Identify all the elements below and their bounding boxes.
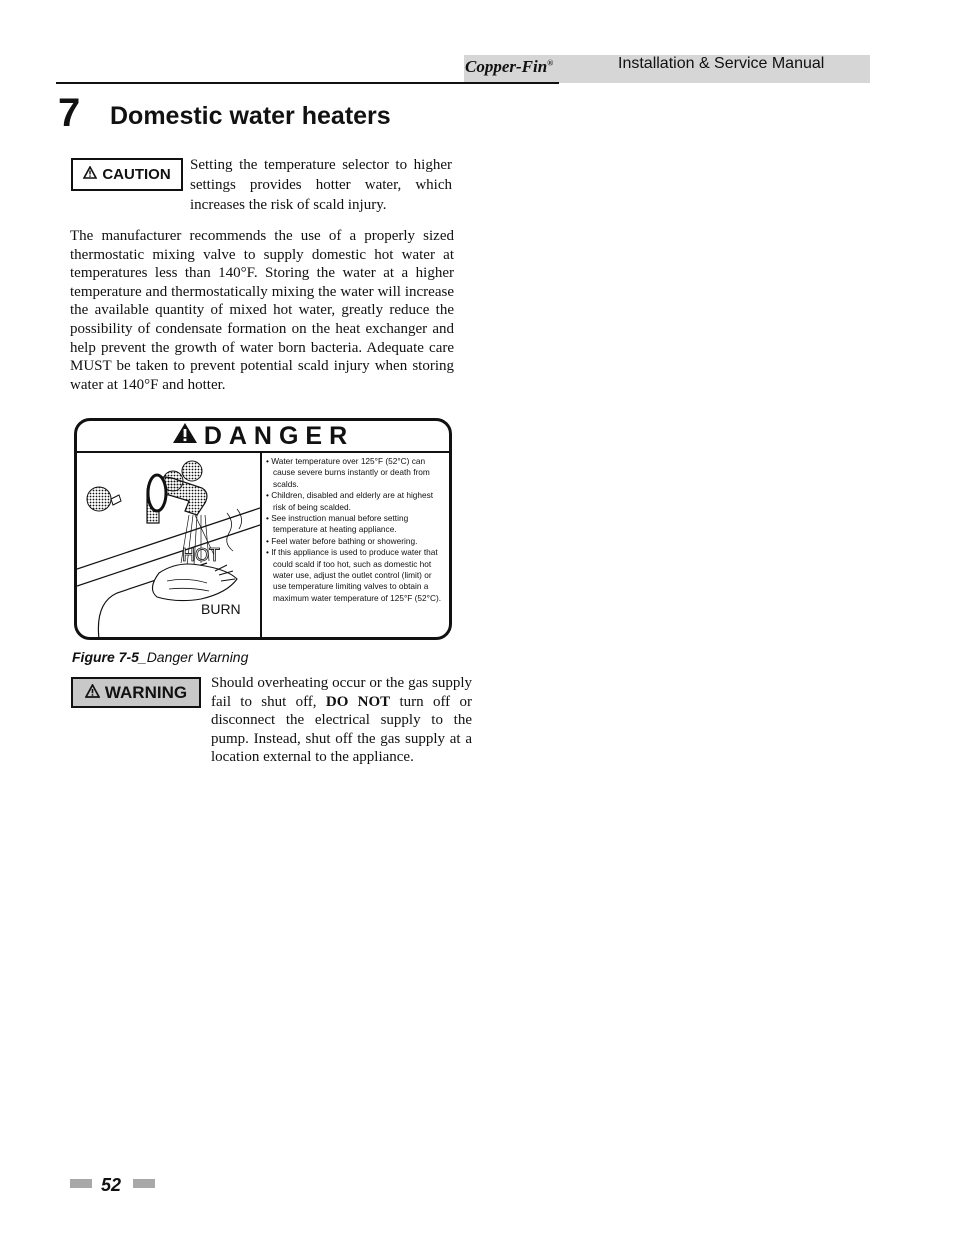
caution-label: CAUTION [102,166,171,183]
warning-triangle-icon [83,166,97,183]
danger-label [74,418,452,640]
danger-item: • If this appliance is used to produce water that could scald if too hot, such as domestic hot water use, adjust the outlet control (limit) or use temperature limiting valves to obtain a maximum water temperature of 125°F (52°C). [266,547,442,603]
section-title: Domestic water heaters [110,102,391,130]
danger-title: DANGER [203,421,355,450]
danger-item: • See instruction manual before setting temperature at heating appliance. [266,513,409,535]
scald-illustration [77,453,262,639]
burn-label: BURN [201,601,241,617]
warning-label: WARNING [104,682,188,702]
caution-text: Setting the temperature selector to higher settings provides hotter water, which increases the risk of scald injury. [190,157,452,213]
danger-item: • Children, disabled and elderly are at highest risk of being scalded. [266,490,434,512]
do-not-emphasis: DO NOT [325,693,391,710]
hot-label: HOT [182,545,220,565]
danger-triangle-icon [172,422,198,451]
brand-name: Copper-Fin® [465,57,554,76]
page-number: 52 [101,1175,122,1195]
figure-caption-text: _Danger Warning [138,649,249,665]
faucet-hand-icon [77,453,260,639]
footer-bar-left [70,1179,92,1188]
danger-item: • Feel water before bathing or showering. [266,535,418,546]
figure-caption [72,649,248,665]
danger-body [77,451,449,639]
warning-text: Should overheating occur or the gas supply fail to shut off, DO NOT turn off or disconnect the electrical supply to the pump. Instead, shut off the gas supply at a location external to the appliance. [211,675,472,766]
body-paragraph: The manufacturer recommends the use of a properly sized thermostatic mixing valve to supply domestic hot water at temperatures less than 140°F. Storing the water at a higher temperature and thermostatically mixing the water will increase the available quantity of mixed hot water, greatly reduce the possibility of condensate formation on the heat exchanger and help prevent the growth of water born bacteria. Adequate care MUST be taken to prevent potential scald injury when storing water at 140°F and hotter. [70,228,454,393]
danger-item: • Water temperature over 125°F (52°C) can cause severe burns instantly or death from scalds. [266,456,430,489]
footer-bar-right [133,1179,155,1188]
figure-number: Figure 7-5 [72,649,139,665]
caution-badge [71,158,183,191]
section-number: 7 [58,91,81,135]
danger-list [266,456,446,604]
brand-registered-mark: ® [547,58,554,68]
warning-badge [71,677,201,708]
danger-header [77,421,449,451]
header-rule [56,82,559,84]
warning-triangle-icon [85,683,100,703]
manual-title: Installation & Service Manual [618,55,825,72]
